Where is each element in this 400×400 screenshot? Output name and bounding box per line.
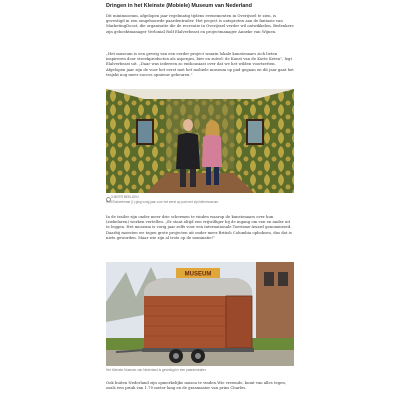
paragraph-screens: In de trailer zijn onder meer drie schermen te vinden waarop de kunstenaars over hun (ziekelaren) werken vertellen. „Er staat altijd een vrijwilliger bij de ingang om een en ander uit te leggen. Het museum is vorig jaar zelfs voor een internationale Toerisme-Award genomineerd. Daarbij moesten we tegen grote projecten uit onder meer British Columbia opboksen, dus dat is niets geworden. Maar wie zijn al trots op de nominatie!” xyxy=(106,214,292,240)
museum-sign-text: MUSEUM xyxy=(184,271,212,278)
trailer-exterior-image xyxy=(106,262,294,366)
photo-more-images-label[interactable]: 3 MEER BEELDEN xyxy=(111,195,139,199)
paragraph-quote: „Het museum is een geveig van een eerder project waarin lokale kunstenaars zich lieten inspireren door streekproducten als asperges, bier en zuivel: de Kunst van de Korte Keten”, legt Elalverbeast uit. „Daar was iedereen zo enthousiast over dat we het wilden voortzetten. Afgelopen jaar zijn de voor het eerst met het mobiele museum op pad gegaan en dit jaar gaat het trajekt nog meer succes opnieuw gebeuren.” xyxy=(106,51,294,77)
paragraph-outro: Ook buiten Nederland zijn opmerkelijke musea te vinden.Wie vreemde, komt van alles tegen, zoals een pruik van 1.70 meter lang en de grasmaaier van prins Charles. xyxy=(106,380,287,391)
photo-caption-2: Het Kleinste Museum van Nederland is gevestigd in een paardentrailer. xyxy=(106,368,207,372)
article-headline: Dringen in het Kleinste (Mobiele) Museum van Nederland xyxy=(106,3,252,9)
photo-museum-interior[interactable] xyxy=(106,89,294,193)
photo-caption-1: Rolf Elalverbeast (l.) ging vorig jaar voor het eerst op pad met zijn kleinmuseum. xyxy=(106,200,220,204)
photo-trailer-exterior[interactable] xyxy=(106,262,294,366)
paragraph-intro: Dit minimuseum, afgelopen jaar regelmatig tijdens evenementen in Overijssel te zien, is gevestigd in een omgebouwde paardentrailer. Het project is ontsproten aan de fantasie van MarketingDoost, die organisatie die de recreatie in Overijssel verder wil ontwikkelen. Bedenkers zijn geboektmanager Verlonial Rolf Elalverbeast en projectmanager Anneke van Wijnen. xyxy=(106,13,294,34)
museum-interior-image xyxy=(106,89,294,193)
